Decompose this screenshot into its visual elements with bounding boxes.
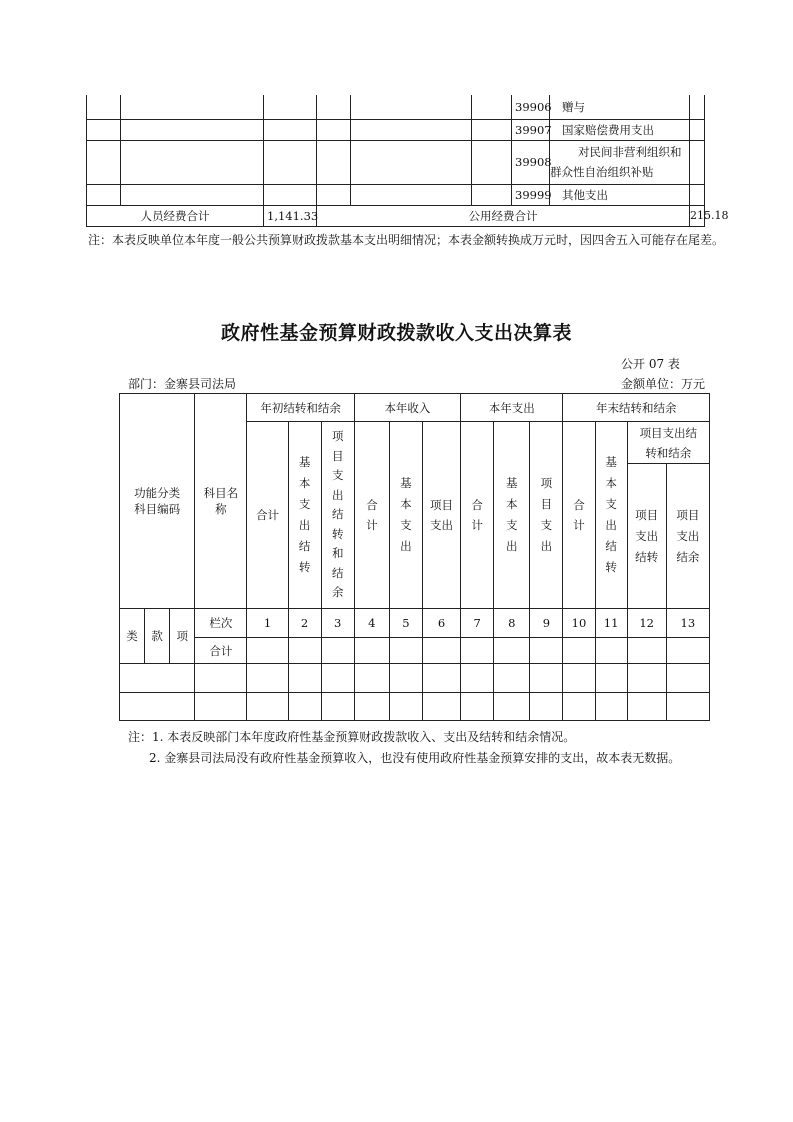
header-text: 项目支出 — [430, 498, 454, 532]
lanci-label: 栏次 — [195, 609, 247, 638]
header-text: 合计 — [573, 498, 585, 532]
col-total: 合计 — [247, 422, 288, 609]
kuan-header: 款 — [145, 609, 170, 664]
form-number: 公开 07 表 — [621, 357, 680, 371]
col-basic-carry — [595, 422, 627, 609]
header-text: 项目支出结 — [639, 425, 698, 440]
expense-detail-table — [86, 95, 729, 227]
group-end-header: 年末结转和结余 — [563, 394, 710, 422]
table-row — [87, 184, 705, 205]
lei-header: 类 — [120, 609, 145, 664]
subject-name: 其他支出 — [550, 184, 690, 205]
header-text: 转和结余 — [645, 445, 692, 460]
header-text: 项目支出结转 — [635, 507, 659, 564]
header-text: 项目支出 — [540, 476, 553, 553]
column-number: 2 — [288, 609, 321, 638]
column-number: 6 — [422, 609, 460, 638]
subject-code: 39908 — [512, 140, 550, 184]
header-text: 功能分类 — [134, 486, 181, 500]
table-row — [87, 119, 705, 140]
subject-code: 39907 — [512, 119, 550, 140]
subject-name: 对民间非营利组织和群众性自治组织补贴 — [550, 140, 690, 184]
personnel-total-label: 人员经费合计 — [87, 205, 264, 226]
total-label: 合计 — [195, 638, 247, 664]
header-text: 基本支出 — [506, 476, 518, 553]
column-number: 3 — [321, 609, 354, 638]
column-number: 11 — [595, 609, 627, 638]
column-number: 9 — [530, 609, 563, 638]
page-title: 政府性基金预算财政拨款收入支出决算表 — [220, 322, 572, 344]
public-total-value: 215.18 — [690, 205, 705, 226]
personnel-total-value: 1,141.33 — [264, 205, 317, 226]
department: 部门：金寨县司法局 — [128, 377, 237, 391]
column-number: 5 — [389, 609, 422, 638]
header-text: 科目编码 — [134, 502, 181, 516]
subject-code: 39906 — [512, 95, 550, 119]
column-number: 1 — [247, 609, 288, 638]
header-text: 基本支出 — [400, 476, 412, 553]
column-number: 4 — [354, 609, 389, 638]
group-expense-header: 本年支出 — [461, 394, 563, 422]
column-number-row — [120, 609, 710, 638]
subject-code: 39999 — [512, 184, 550, 205]
subject-name: 国家赔偿费用支出 — [550, 119, 690, 140]
header-text: 基本支出结转 — [298, 455, 311, 574]
table-row — [120, 693, 710, 721]
header-text: 合计 — [471, 498, 483, 532]
subject-name-header — [195, 394, 247, 609]
public-total-label: 公用经费合计 — [317, 205, 690, 226]
col-project-balance — [666, 464, 709, 609]
amount-unit: 金额单位：万元 — [621, 377, 706, 391]
header-text: 基本支出结转 — [605, 455, 617, 574]
col-basic — [494, 422, 530, 609]
column-number: 10 — [563, 609, 595, 638]
header-text: 项目支出结转和结余 — [331, 429, 344, 600]
total-row — [120, 638, 710, 664]
col-project — [530, 422, 563, 609]
col-project-carry-balance — [321, 422, 354, 609]
column-number: 13 — [666, 609, 709, 638]
fund-budget-table — [119, 393, 710, 721]
table-note: 注：1. 本表反映部门本年度政府性基金预算财政拨款收入、支出及结转和结余情况。 — [128, 730, 576, 744]
table-row — [87, 140, 705, 184]
column-number: 7 — [461, 609, 494, 638]
col-total — [461, 422, 494, 609]
total-row — [87, 205, 705, 226]
group-begin-header: 年初结转和结余 — [247, 394, 354, 422]
function-code-header — [120, 394, 195, 609]
table-note: 2. 金寨县司法局没有政府性基金预算收入，也没有使用政府性基金预算安排的支出，故本表无数据。 — [149, 751, 681, 765]
group-project-header — [627, 422, 709, 464]
column-number: 12 — [627, 609, 666, 638]
col-basic-carry — [288, 422, 321, 609]
col-project-carry — [627, 464, 666, 609]
header-text: 合计 — [366, 498, 378, 532]
header-text: 称 — [215, 502, 227, 516]
xiang-header: 项 — [170, 609, 195, 664]
column-number: 8 — [494, 609, 530, 638]
col-total — [354, 422, 389, 609]
group-income-header: 本年收入 — [354, 394, 460, 422]
subject-name: 赠与 — [550, 95, 690, 119]
col-project — [422, 422, 460, 609]
header-text: 科目名 — [203, 486, 239, 500]
table-row — [87, 95, 705, 119]
table-row — [120, 664, 710, 693]
col-basic — [389, 422, 422, 609]
table-note: 注：本表反映单位本年度一般公共预算财政拨款基本支出明细情况；本表金额转换成万元时，因四舍五入可能存在尾差。 — [88, 233, 725, 247]
header-text: 项目支出结余 — [676, 507, 700, 564]
col-total — [563, 422, 595, 609]
